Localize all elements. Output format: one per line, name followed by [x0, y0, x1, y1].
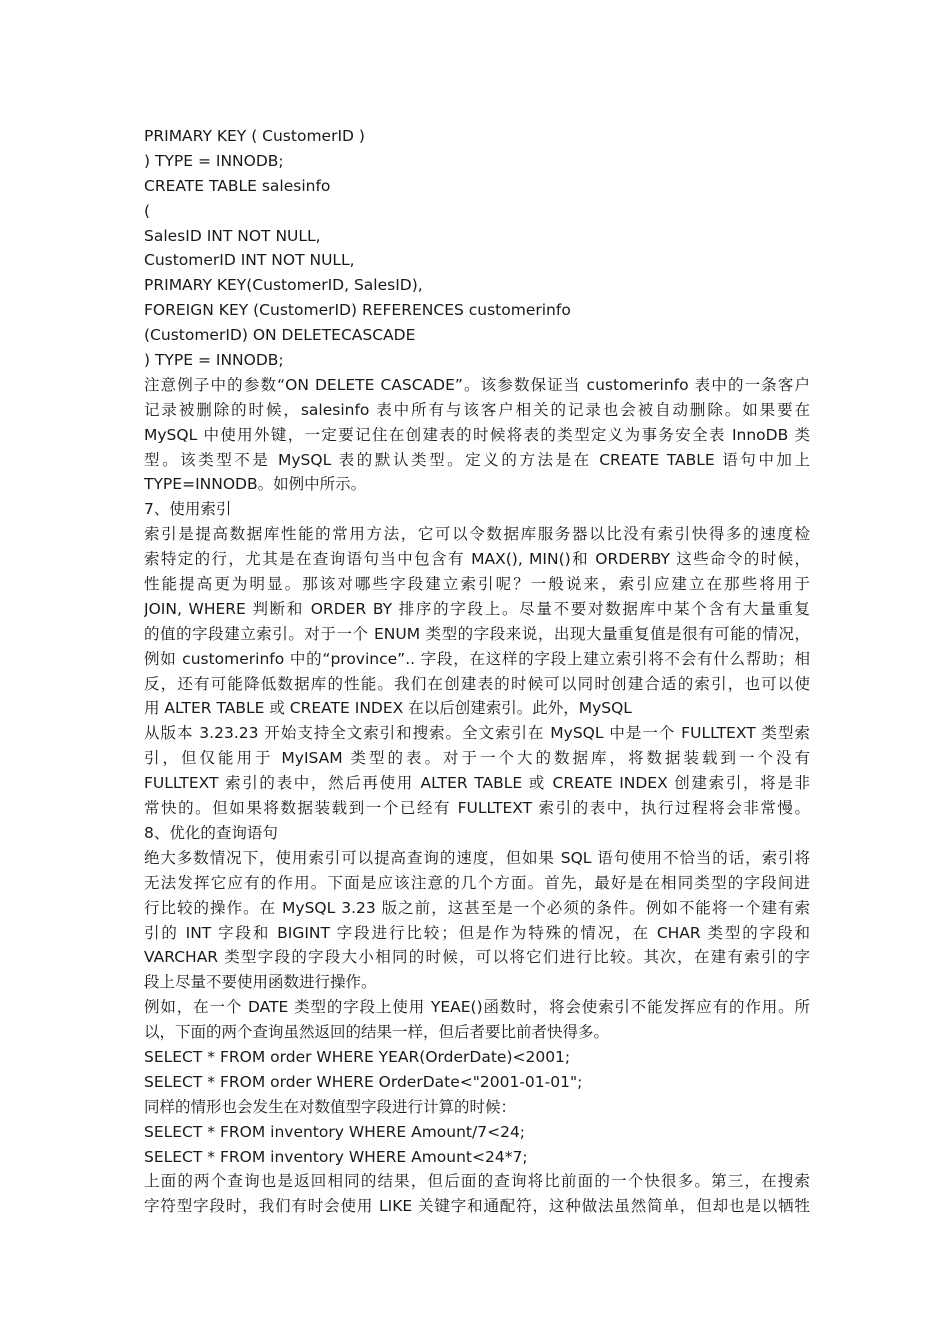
text-line: 记录被删除的时候，salesinfo 表中所有与该客户相关的记录也会被自动删除。如果要在 [144, 400, 810, 419]
text-line: 的值的字段建立索引。对于一个 ENUM 类型的字段来说，出现大量重复值是很有可能的情况， [144, 624, 810, 643]
text-line: 8、优化的查询语句 [144, 823, 278, 842]
document-body [144, 124, 810, 1219]
text-line: PRIMARY KEY ( CustomerID ) [144, 127, 365, 145]
text-line: SalesID INT NOT NULL, [144, 226, 321, 245]
text-line: (CustomerID) ON DELETECASCADE [144, 326, 416, 345]
text-line: 引的 INT 字段和 BIGINT 字段进行比较；但是作为特殊的情况，在 CHAR 类型的字段和 [144, 923, 810, 942]
text-line: 引，但仅能用于 MyISAM 类型的表。对于一个大的数据库，将数据装载到一个没有 [144, 749, 810, 768]
text-line: SELECT * FROM inventory WHERE Amount/7<24; [144, 1122, 526, 1141]
text-line: 同样的情形也会发生在对数值型字段进行计算的时候： [144, 1097, 517, 1116]
text-line: PRIMARY KEY(CustomerID, SalesID), [144, 276, 423, 295]
text-line: 索引是提高数据库性能的常用方法，它可以令数据库服务器以比没有索引快得多的速度检 [144, 525, 810, 544]
text-line: CustomerID INT NOT NULL, [144, 251, 355, 270]
text-line: 7、使用索引 [144, 500, 232, 519]
text-line: ) TYPE = INNODB; [144, 151, 284, 170]
text-line: TYPE=INNODB。如例中所示。 [144, 475, 367, 494]
text-line: 段上尽量不要使用函数进行操作。 [144, 973, 377, 992]
text-line: 用 ALTER TABLE 或 CREATE INDEX 在以后创建索引。此外，MySQL [144, 699, 632, 718]
text-line: 从版本 3.23.23 开始支持全文索引和搜索。全文索引在 MySQL 中是一个 FULLTEXT 类型索 [144, 724, 810, 743]
text-line: ( [144, 201, 151, 220]
text-line: FULLTEXT 索引的表中，然后再使用 ALTER TABLE 或 CREATE INDEX 创建索引，将是非 [144, 774, 810, 793]
text-line: 反，还有可能降低数据库的性能。我们在创建表的时候可以同时创建合适的索引，也可以使 [144, 674, 810, 693]
text-line: 上面的两个查询也是返回相同的结果，但后面的查询将比前面的一个快很多。第三，在搜索 [144, 1172, 810, 1191]
text-line: FOREIGN KEY (CustomerID) REFERENCES customerinfo [144, 301, 571, 320]
text-line: 常快的。但如果将数据装载到一个已经有 FULLTEXT 索引的表中，执行过程将会非常慢。 [144, 799, 810, 818]
text-line: 以，下面的两个查询虽然返回的结果一样，但后者要比前者快得多。 [144, 1023, 610, 1042]
text-line: 例如 customerinfo 中的“province”.. 字段，在这样的字段上建立索引将不会有什么帮助；相 [144, 649, 810, 668]
text-line: MySQL 中使用外键，一定要记住在创建表的时候将表的类型定义为事务安全表 InnoDB 类 [144, 425, 810, 444]
text-line: SELECT * FROM inventory WHERE Amount<24*7; [144, 1147, 528, 1166]
text-line: 性能提高更为明显。那该对哪些字段建立索引呢？一般说来，索引应建立在那些将用于 [144, 575, 810, 594]
text-line: 索特定的行，尤其是在查询语句当中包含有 MAX(), MIN()和 ORDERBY 这些命令的时候， [144, 550, 810, 569]
text-line: 绝大多数情况下，使用索引可以提高查询的速度，但如果 SQL 语句使用不恰当的话，索引将 [144, 848, 810, 867]
text-line: SELECT * FROM order WHERE YEAR(OrderDate)<2001; [144, 1047, 571, 1066]
text-line: 型。该类型不是 MySQL 表的默认类型。定义的方法是在 CREATE TABLE 语句中加上 [144, 450, 810, 469]
text-line: 无法发挥它应有的作用。下面是应该注意的几个方面。首先，最好是在相同类型的字段间进 [144, 873, 810, 892]
text-line: 行比较的操作。在 MySQL 3.23 版之前，这甚至是一个必须的条件。例如不能将一个建有索 [144, 898, 810, 917]
text-line: SELECT * FROM order WHERE OrderDate<"2001-01-01"; [144, 1072, 583, 1091]
text-line: JOIN, WHERE 判断和 ORDER BY 排序的字段上。尽量不要对数据库中某个含有大量重复 [144, 599, 810, 618]
text-line: 字符型字段时，我们有时会使用 LIKE 关键字和通配符，这种做法虽然简单，但却也是以牺牲 [144, 1197, 810, 1216]
text-line: 注意例子中的参数“ON DELETE CASCADE”。该参数保证当 customerinfo 表中的一条客户 [144, 375, 810, 394]
text-line: CREATE TABLE salesinfo [144, 176, 331, 195]
text-line: VARCHAR 类型字段的字段大小相同的时候，可以将它们进行比较。其次，在建有索引的字 [144, 948, 810, 967]
text-line: 例如，在一个 DATE 类型的字段上使用 YEAE()函数时，将会使索引不能发挥应有的作用。所 [144, 998, 810, 1017]
text-line: ) TYPE = INNODB; [144, 351, 284, 370]
